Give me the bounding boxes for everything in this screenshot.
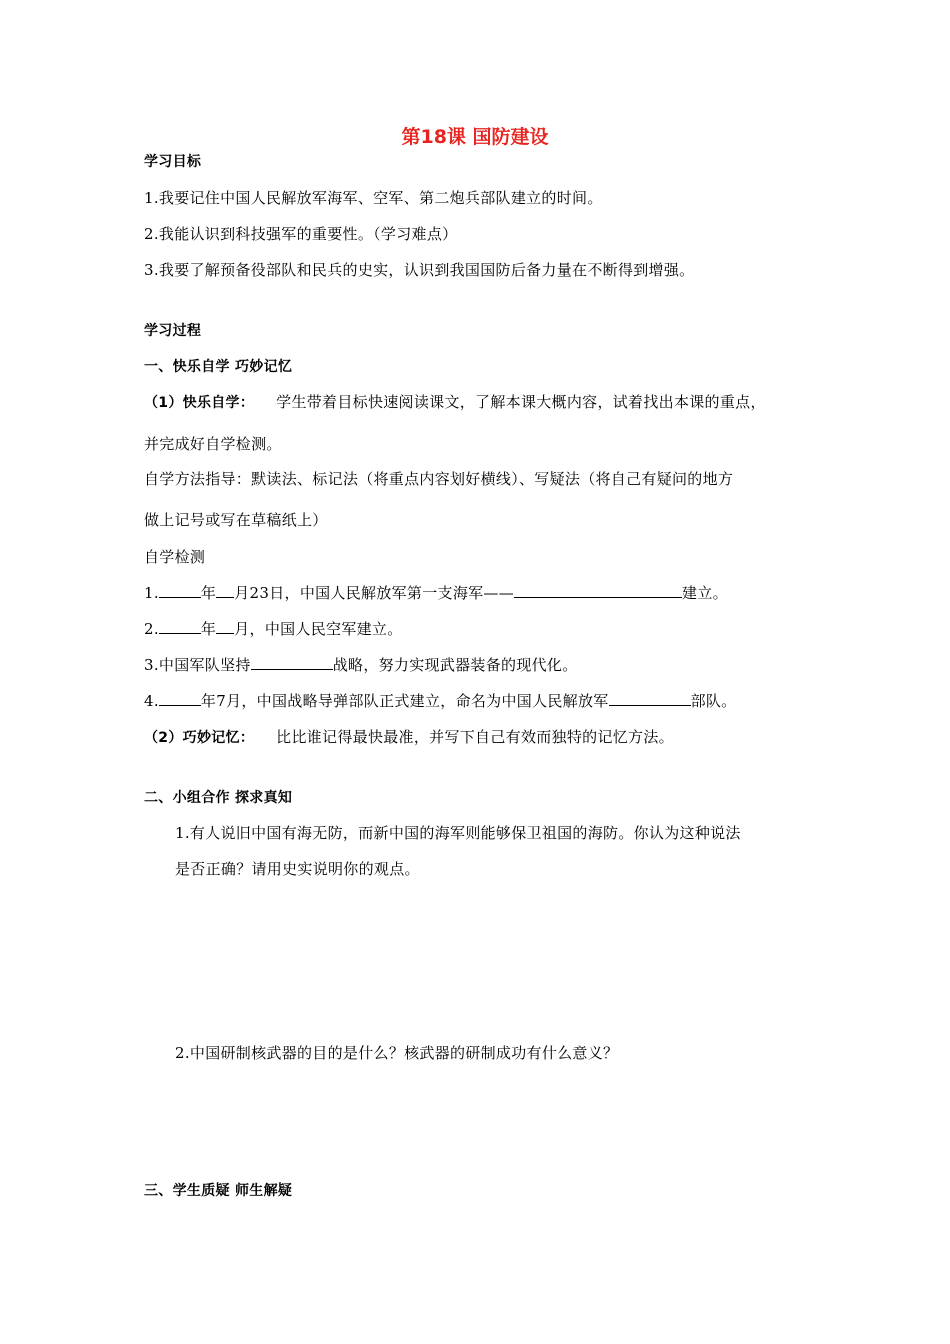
self-study-text: 学生带着目标快速阅读课文，了解本课大概内容，试着找出本课的重点， <box>276 393 766 411</box>
section2-heading: 二、小组合作 探求真知 <box>144 790 293 806</box>
memory-text: 比比谁记得最快最准，并写下自己有效而独特的记忆方法。 <box>276 728 674 746</box>
check-question-1: 1. 年 月23日，中国人民解放军第一支海军—— 建立。 <box>144 584 728 602</box>
group-question-1-line-2: 是否正确？请用史实说明你的观点。 <box>175 860 420 878</box>
answer-blank[interactable] <box>251 654 333 670</box>
self-study-text-2: 并完成好自学检测。 <box>144 435 282 453</box>
process-heading: 学习过程 <box>144 323 202 339</box>
answer-blank[interactable] <box>216 618 234 634</box>
objectives-heading: 学习目标 <box>144 154 202 170</box>
section3-heading: 三、学生质疑 师生解疑 <box>144 1183 293 1199</box>
group-question-2: 2.中国研制核武器的目的是什么？核武器的研制成功有什么意义？ <box>175 1044 619 1062</box>
section1-heading: 一、快乐自学 巧妙记忆 <box>144 359 293 375</box>
answer-blank[interactable] <box>159 582 201 598</box>
method-guide-line-2: 做上记号或写在草稿纸上） <box>144 511 328 529</box>
self-study-line <box>144 392 766 413</box>
memory-line <box>144 727 674 748</box>
check-question-4: 4. 年7月，中国战略导弹部队正式建立，命名为中国人民解放军 部队。 <box>144 692 737 710</box>
objective-item-3: 3.我要了解预备役部队和民兵的史实，认识到我国国防后备力量在不断得到增强。 <box>144 261 695 279</box>
check-question-2: 2. 年 月，中国人民空军建立。 <box>144 620 403 638</box>
self-study-label: （1）快乐自学： <box>144 395 255 411</box>
page-title: 第18课 国防建设 <box>401 126 549 148</box>
answer-blank[interactable] <box>609 690 691 706</box>
answer-blank[interactable] <box>216 582 234 598</box>
answer-blank[interactable] <box>514 582 682 598</box>
method-guide-line-1: 自学方法指导：默读法、标记法（将重点内容划好横线）、写疑法（将自己有疑问的地方 <box>144 470 734 488</box>
objective-item-2: 2.我能认识到科技强军的重要性。（学习难点） <box>144 225 458 243</box>
self-check-heading: 自学检测 <box>144 548 206 566</box>
answer-blank[interactable] <box>159 690 201 706</box>
memory-label: （2）巧妙记忆： <box>144 730 255 746</box>
check-question-3: 3.中国军队坚持 战略，努力实现武器装备的现代化。 <box>144 656 578 674</box>
objective-item-1: 1.我要记住中国人民解放军海军、空军、第二炮兵部队建立的时间。 <box>144 189 603 207</box>
group-question-1-line-1: 1.有人说旧中国有海无防，而新中国的海军则能够保卫祖国的海防。你认为这种说法 <box>175 824 741 842</box>
answer-blank[interactable] <box>159 618 201 634</box>
